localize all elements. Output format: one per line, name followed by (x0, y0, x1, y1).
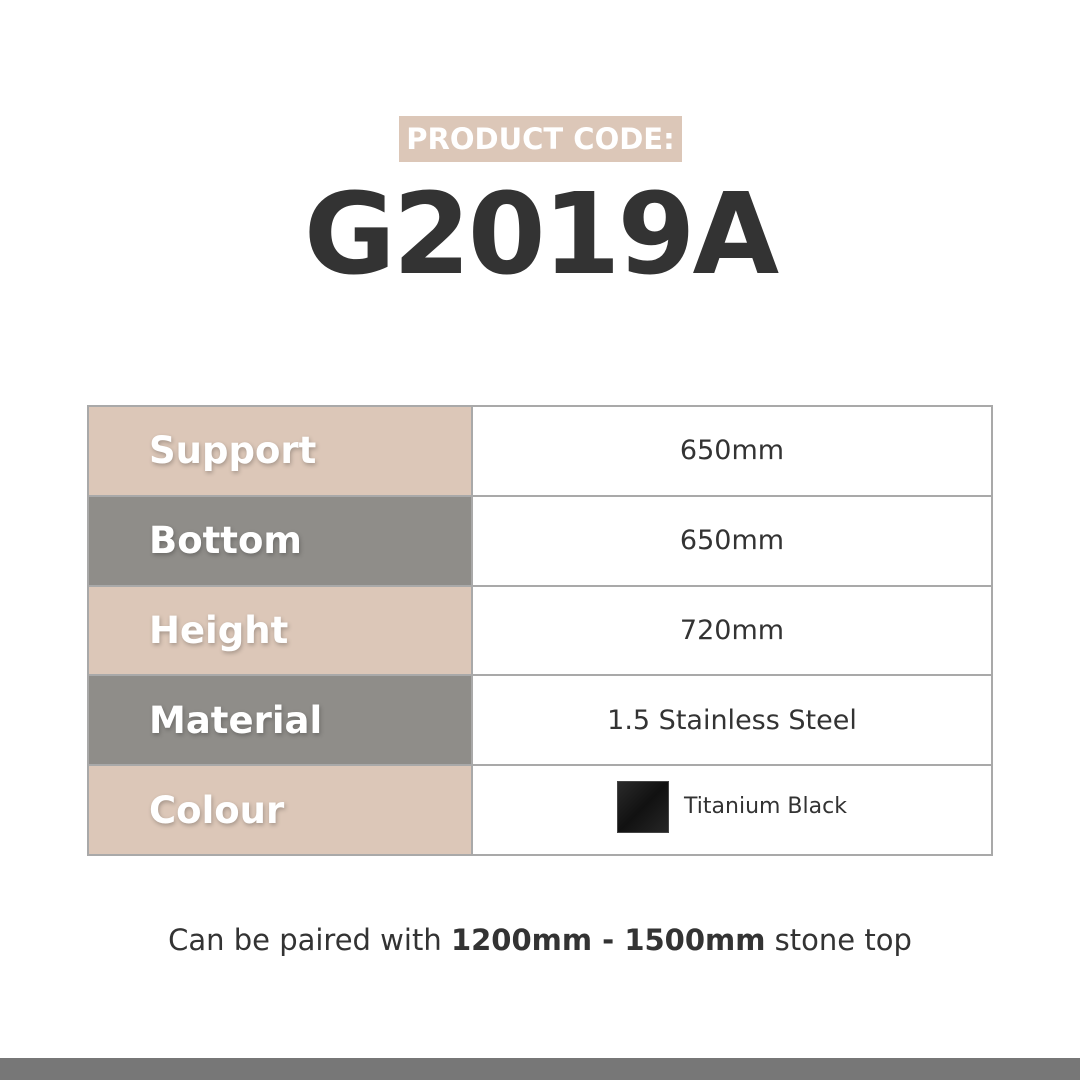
spec-row-colour (88, 765, 992, 855)
spec-value: 720mm (472, 586, 992, 676)
spec-row-material (88, 675, 992, 765)
spec-value: 1.5 Stainless Steel (472, 675, 992, 765)
spec-value: 650mm (472, 406, 992, 496)
spec-value: 650mm (472, 496, 992, 586)
spec-key: Height (88, 586, 472, 676)
spec-key: Colour (88, 765, 472, 855)
pairing-prefix: Can be paired with (168, 923, 451, 957)
spec-row-bottom (88, 496, 992, 586)
colour-label: Titanium Black (684, 794, 847, 820)
product-code-label: PRODUCT CODE: (399, 116, 682, 162)
spec-row-support (88, 406, 992, 496)
spec-table (87, 405, 993, 856)
pairing-range: 1200mm - 1500mm (450, 923, 766, 957)
spec-value-colour (472, 765, 992, 855)
product-code: G2019A (303, 170, 777, 300)
pairing-note (0, 915, 1080, 965)
spec-key: Material (88, 675, 472, 765)
colour-display (617, 781, 847, 833)
black-swatch-icon (617, 781, 669, 833)
spec-key: Bottom (88, 496, 472, 586)
spec-key: Support (88, 406, 472, 496)
spec-row-height (88, 586, 992, 676)
pairing-suffix: stone top (765, 923, 912, 957)
bottom-bar (0, 1058, 1080, 1080)
